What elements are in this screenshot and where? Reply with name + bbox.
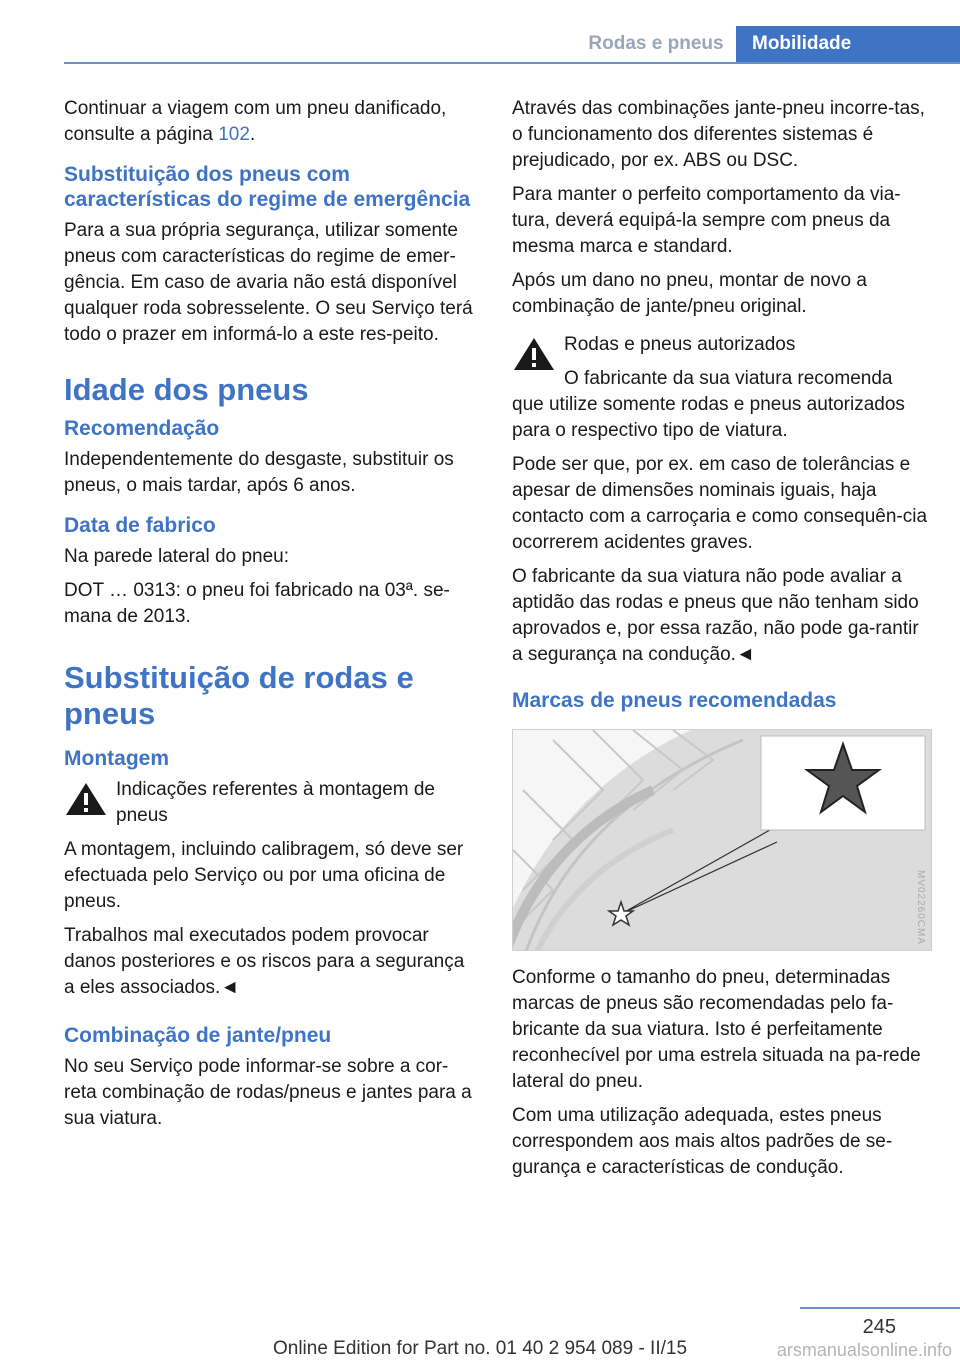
header-chapter-tab: Mobilidade (736, 26, 960, 62)
handling-paragraph: Para manter o perfeito comportamento da via-tura, deverá equipá-la sempre com pneus da mesma marca e standard. (512, 184, 901, 257)
figure-code: MV02260CMA (915, 870, 926, 946)
recommendation-heading: Recomendação (64, 417, 220, 440)
brands-paragraph-1: Conforme o tamanho do pneu, determinadas marcas de pneus são recomendadas pelo fa-bricante da sua viatura. Isto é perfeitamente reconhecível por uma estrela situada na pa-rede lateral do pneu. (512, 967, 921, 1092)
watermark: arsmanualsonline.info (776, 1340, 952, 1360)
recommended-brands-heading: Marcas de pneus recomendadas (512, 689, 837, 712)
recommendation-paragraph: Independentemente do desgaste, substituir os pneus, o mais tardar, após 6 anos. (64, 449, 454, 496)
authorized-warning-title: Rodas e pneus autorizados (564, 334, 796, 355)
page-number: 245 (862, 1316, 896, 1338)
page-link[interactable]: 102 (218, 124, 250, 145)
continue-text: Continuar a viagem com um pneu danificado, consulte a página (64, 98, 447, 145)
mounting-paragraph-2: Trabalhos mal executados podem provocar danos posteriores e os riscos para a segurança a eles associados.◄ (64, 925, 465, 998)
authorized-warning-paragraph-3: O fabricante da sua viatura não pode avaliar a aptidão das rodas e pneus que não tenham sido aprovados e, por essa razão, não pode ga-rantir a segurança na condução.◄ (512, 566, 919, 665)
warning-icon (512, 336, 556, 372)
authorized-warning (512, 332, 928, 444)
authorized-warning-paragraph-1: O fabricante da sua viatura recomenda que utilize somente rodas e pneus autorizados para o respectivo tipo de viatura. (512, 368, 905, 441)
after-damage-paragraph: Após um dano no pneu, montar de novo a combinação de jante/pneu original. (512, 270, 867, 317)
rim-tire-combination-paragraph: No seu Serviço pode informar-se sobre a cor-reta combinação de rodas/pneus e jantes para a sua viatura. (64, 1056, 472, 1129)
right-column (512, 96, 928, 1189)
replacement-heading: Substituição de rodas e pneus (64, 660, 414, 731)
manufacture-date-paragraph-1: Na parede lateral do pneu: (64, 546, 289, 567)
mounting-warning-text: Indicações referentes à montagem de pneus (116, 779, 435, 826)
continue-text-end: . (249, 124, 256, 145)
mounting-paragraph-1: A montagem, incluindo calibragem, só deve ser efectuada pelo Serviço ou por uma oficina de pneus. (64, 839, 464, 912)
mounting-heading: Montagem (64, 747, 169, 770)
emergency-heading: Substituição dos pneus com características do regime de emergência (64, 163, 471, 211)
mounting-warning (64, 777, 480, 829)
left-column (64, 96, 480, 1140)
combination-effects-paragraph: Através das combinações jante-pneu incorre-tas, o funcionamento dos diferentes sistemas é prejudicado, por ex. ABS ou DSC. (512, 98, 925, 171)
tire-age-heading: Idade dos pneus (64, 372, 309, 407)
warning-icon (64, 781, 108, 817)
manufacture-date-heading: Data de fabrico (64, 514, 216, 537)
edition-footer: Online Edition for Part no. 01 40 2 954 089 - II/15 (272, 1338, 688, 1359)
footer-rule (800, 1307, 960, 1309)
rim-tire-combination-heading: Combinação de jante/pneu (64, 1024, 332, 1047)
emergency-paragraph: Para a sua própria segurança, utilizar somente pneus com características do regime de emer-gência. Em caso de avaria não está disponível qualquer roda sobresselente. O seu Serviço terá todo o prazer em informá-lo a este res-peito. (64, 220, 473, 345)
header-section-tab: Rodas e pneus (588, 33, 724, 54)
continue-paragraph (64, 96, 480, 148)
authorized-warning-paragraph-2: Pode ser que, por ex. em caso de tolerâncias e apesar de dimensões nominais iguais, haja contacto com a carroçaria e como consequên-cia ocorrerem acidentes graves. (512, 454, 928, 553)
tire-star-illustration (512, 729, 932, 951)
brands-paragraph-2: Com uma utilização adequada, estes pneus correspondem aos mais altos padrões de se-gurança e características de condução. (512, 1105, 893, 1178)
manufacture-date-paragraph-2: DOT … 0313: o pneu foi fabricado na 03ª. se-mana de 2013. (64, 580, 450, 627)
tire-illustration (513, 730, 931, 950)
header-rule (64, 62, 960, 64)
